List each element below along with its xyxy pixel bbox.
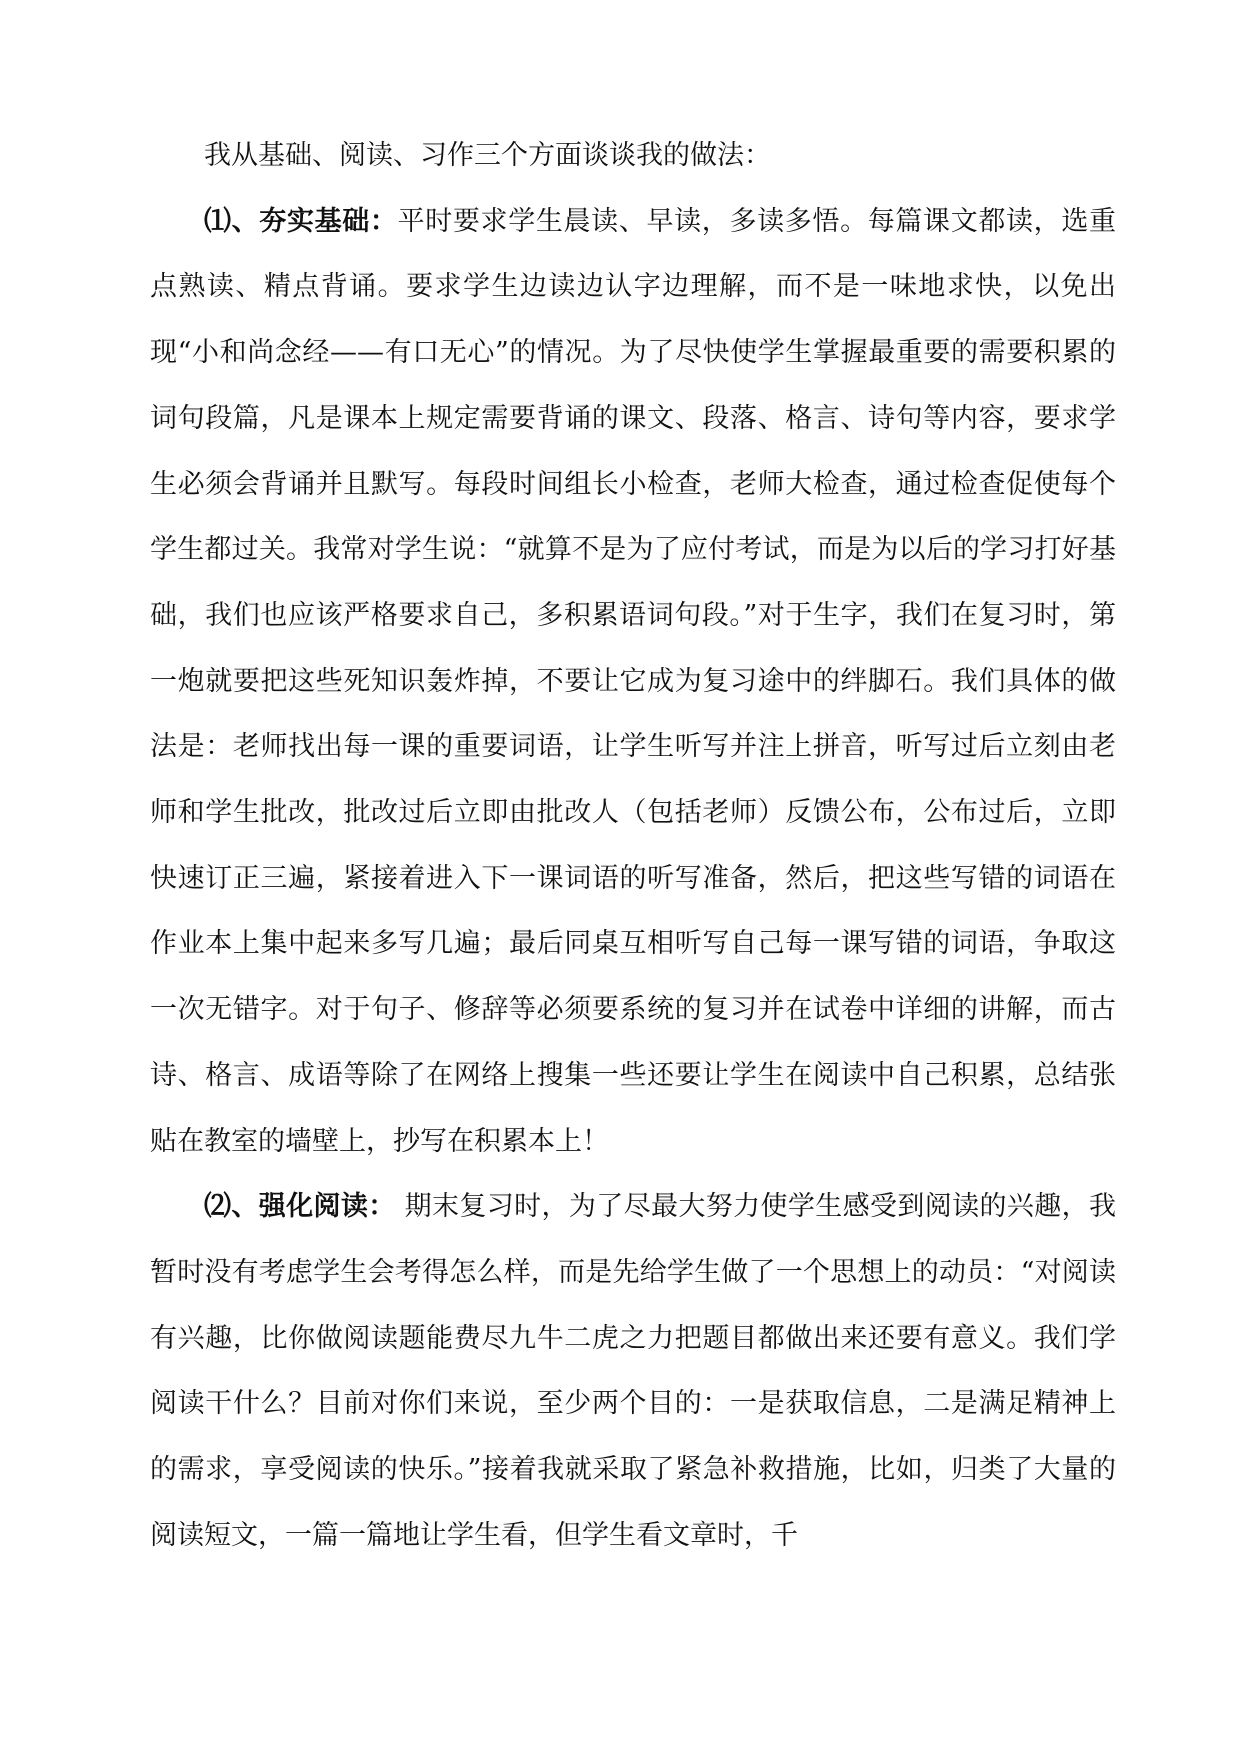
section1-text: 平时要求学生晨读、早读，多读多悟。每篇课文都读，选重点熟读、精点背诵。要求学生边读边认字边理解，而不是一味地求快，以免出现“小和尚念经——有口无心”的情况。为了尽快使学生掌握最重要的需要积累的词句段篇，凡是课本上规定需要背诵的课文、段落、格言、诗句等内容，要求学生必须会背诵并且默写。每段时间组长小检查，老师大检查，通过检查促使每个学生都过关。我常对学生说：“就算不是为了应付考试，而是为以后的学习打好基础，我们也应该严格要求自己，多积累语词句段。”对于生字，我们在复习时，第一炮就要把这些死知识轰炸掉，不要让它成为复习途中的绊脚石。我们具体的做法是：老师找出每一课的重要词语，让学生听写并注上拼音，听写过后立刻由老师和学生批改，批改过后立即由批改人（包括老师）反馈公布，公布过后，立即快速订正三遍，紧接着进入下一课词语的听写准备，然后，把这些写错的词语在作业本上集中起来多写几遍；最后同桌互相听写自己每一课写错的词语，争取这一次无错字。对于句子、修辞等必须要系统的复习并在试卷中详细的讲解，而古诗、格言、成语等除了在网络上搜集一些还要让学生在阅读中自己积累，总结张贴在教室的墙壁上，抄写在积累本上！ bbox=[150, 205, 1116, 1157]
section1-paragraph bbox=[150, 189, 1116, 1175]
section1-heading: ⑴、夯实基础： bbox=[204, 205, 398, 237]
intro-paragraph: 我从基础、阅读、习作三个方面谈谈我的做法： bbox=[204, 140, 771, 171]
section2-paragraph bbox=[150, 1174, 1116, 1568]
document-body bbox=[150, 123, 1116, 1568]
section2-text: 期末复习时，为了尽最大努力使学生感受到阅读的兴趣，我暂时没有考虑学生会考得怎么样，而是先给学生做了一个思想上的动员：“对阅读有兴趣，比你做阅读题能费尽九牛二虎之力把题目都做出来还要有意义。我们学阅读干什么？目前对你们来说，至少两个目的：一是获取信息，二是满足精神上的需求，享受阅读的快乐。”接着我就采取了紧急补救措施，比如，归类了大量的阅读短文，一篇一篇地让学生看，但学生看文章时，千 bbox=[150, 1191, 1116, 1551]
section2-heading: ⑵、强化阅读： bbox=[204, 1191, 396, 1223]
